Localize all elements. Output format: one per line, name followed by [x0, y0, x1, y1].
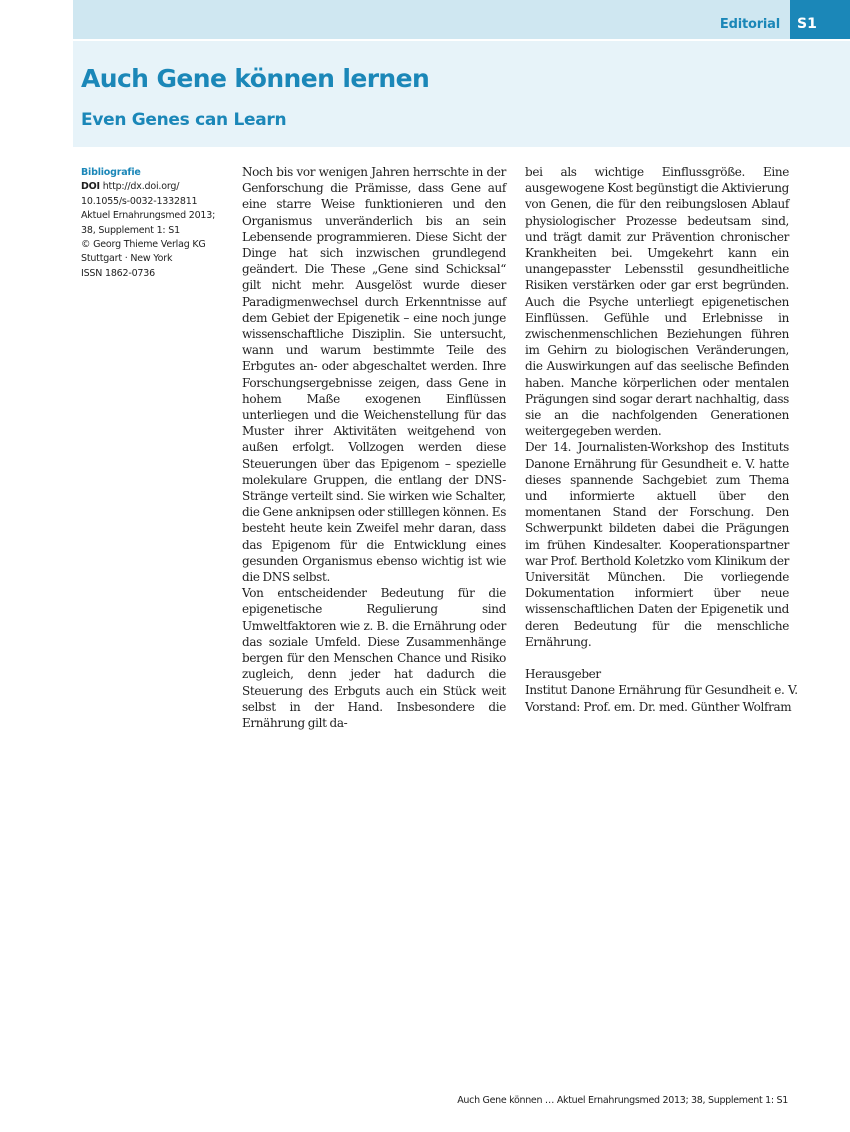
page-number: S1 [797, 16, 817, 32]
copyright: © Georg Thieme Verlag KG [81, 239, 206, 251]
spacer [525, 650, 789, 666]
publisher-label: Herausgeber [525, 667, 601, 682]
body-paragraph: bei als wichtige Einflussgröße. Eine ausgewogene Kost begünstigt die Aktivierung von Genen, die für den reibungslosen Ablauf physiologischer Prozesse bedeutsam sind, und trägt damit zur Prävention chronischer Krankheiten bei. Umgekehrt kann ein unangepasster Lebensstil gesundheitliche Risiken verstärken oder gar erst begründen. Auch die Psyche unterliegt epigenetischen Einflüssen. Gefühle und Erlebnisse in zwischenmenschlichen Beziehungen führen im Gehirn zu biologischen Veränderungen, die Auswirkungen auf das seelische Befinden haben. Manche körperlichen oder mentalen Prägungen sind sogar derart nachhaltig, dass sie an die nachfolgenden Generationen weitergegeben werden. [525, 165, 789, 439]
journal-citation: Aktuel Ernahrungsmed 2013; [81, 210, 216, 222]
publisher-board: Vorstand: Prof. em. Dr. med. Günther Wolfram [525, 699, 792, 714]
doi-line [81, 180, 231, 194]
doi-number: 10.1055/s-0032-1332811 [81, 195, 198, 207]
article-subtitle: Even Genes can Learn [81, 110, 287, 130]
journal-volume: 38, Supplement 1: S1 [81, 224, 180, 236]
doi-link[interactable]: http://dx.doi.org/ [102, 181, 180, 193]
issn: ISSN 1862-0736 [81, 267, 155, 279]
body-paragraph: Von entscheidender Bedeutung für die epigenetische Regulierung sind Umweltfaktoren wie z. B. die Ernährung oder das soziale Umfeld. Diese Zusammenhänge bergen für den Menschen Chance und Risiko zugleich, denn jeder hat dadurch die Steuerung des Erbguts auch ein Stück weit selbst in der Hand. Insbesondere die Ernährung gilt da- [242, 586, 506, 730]
publisher-institute: Institut Danone Ernährung für Gesundheit e. V. [525, 683, 798, 698]
body-paragraph: Noch bis vor wenigen Jahren herrschte in der Genforschung die Prämisse, dass Gene auf eine starre Weise funktionieren und den Organismus unveränderlich bis an sein Lebensende programmieren. Diese Sicht der Dinge hat sich inzwischen grundlegend geändert. Die These „Gene sind Schicksal“ gilt nicht mehr. Ausgelöst wurde dieser Paradigmenwechsel durch Erkenntnisse auf dem Gebiet der Epigenetik – eine noch junge wissenschaftliche Disziplin. Sie untersucht, wann und warum bestimmte Teile des Erbgutes an- oder abgeschaltet werden. Ihre Forschungsergebnisse zeigen, dass Gene in hohem Maße exogenen Einflüssen unterliegen und die Weichenstellung für das Muster ihrer Aktivitäten weitgehend von außen erfolgt. Vollzogen werden diese Steuerungen über das Epigenom – spezielle molekulare Gruppen, die entlang der DNS-Stränge verteilt sind. Sie wirken wie Schalter, die Gene anknipsen oder stilllegen können. Es besteht heute kein Zweifel mehr daran, dass das Epigenom für die Entwicklung eines gesunden Organismus ebenso wichtig ist wie die DNS selbst. [242, 165, 506, 585]
publisher-location: Stuttgart · New York [81, 253, 173, 265]
doi-label: DOI [81, 181, 100, 193]
article-title: Auch Gene können lernen [81, 64, 430, 93]
page-footer: Auch Gene können … Aktuel Ernahrungsmed 2013; 38, Supplement 1: S1 [457, 1095, 788, 1106]
text-column-left [242, 164, 506, 731]
body-paragraph: Der 14. Journalisten-Workshop des Instituts Danone Ernährung für Gesundheit e. V. hatte dieses spannende Sachgebiet zum Thema und informierte aktuell über den momentanen Stand der Forschung. Den Schwerpunkt bildeten dabei die Prägungen im frühen Kindesalter. Kooperationspartner war Prof. Berthold Koletzko vom Klinikum der Universität München. Die vorliegende Dokumentation informiert über neue wissenschaftlichen Daten der Epigenetik und deren Bedeutung für die menschliche Ernährung. [525, 440, 789, 649]
page-number-tab [790, 0, 850, 39]
bibliography-box [81, 166, 231, 281]
text-column-right [525, 164, 798, 715]
bibliography-heading: Bibliografie [81, 167, 141, 178]
section-label: Editorial [719, 17, 780, 32]
